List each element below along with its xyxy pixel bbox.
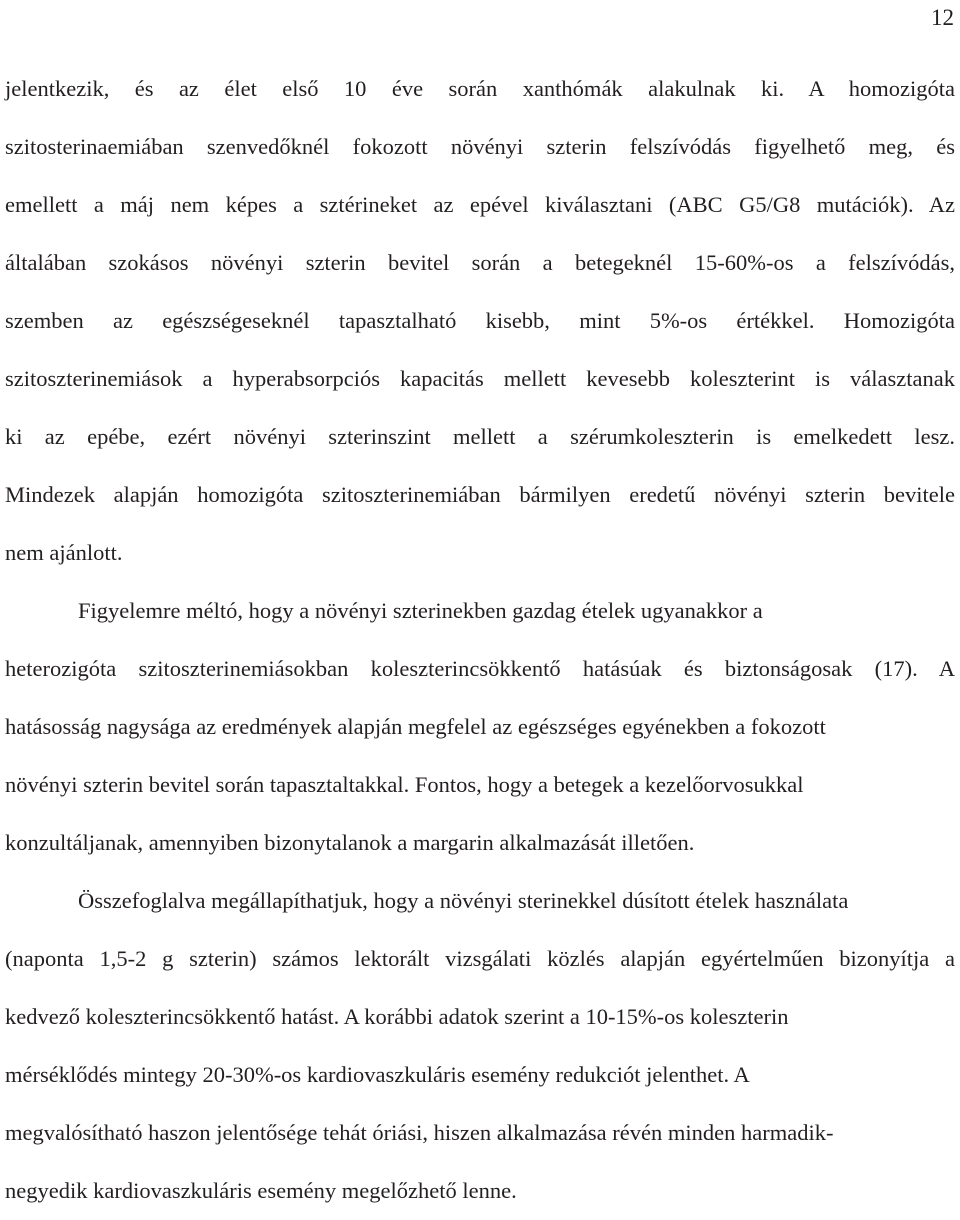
paragraph-1 xyxy=(5,60,955,582)
text-line: hatásosság nagysága az eredmények alapján megfelel az egészséges egyénekben a fokozott xyxy=(5,714,826,739)
text-line: konzultáljanak, amennyiben bizonytalanok a margarin alkalmazását illetően. xyxy=(5,830,695,855)
text-line: mérséklődés mintegy 20-30%-os kardiovaszkuláris esemény redukciót jelenthet. A xyxy=(5,1062,750,1087)
text-line: Összefoglalva megállapíthatjuk, hogy a növényi sterinekkel dúsított ételek használata xyxy=(78,888,849,913)
body-text xyxy=(5,60,955,1220)
paragraph-2 xyxy=(5,582,955,872)
text-line: negyedik kardiovaszkuláris esemény megelőzhető lenne. xyxy=(5,1178,517,1203)
text-line: jelentkezik, és az élet első 10 éve során xanthómák alakulnak ki. A homozigóta xyxy=(5,76,955,101)
text-line: növényi szterin bevitel során tapasztaltakkal. Fontos, hogy a betegek a kezelőorvosukkal xyxy=(5,772,804,797)
text-line: heterozigóta szitoszterinemiásokban koleszterincsökkentő hatásúak és biztonságosak (17). A xyxy=(5,656,955,681)
text-line: szemben az egészségeseknél tapasztalható kisebb, mint 5%-os értékkel. Homozigóta xyxy=(5,308,955,333)
text-line: megvalósítható haszon jelentősége tehát óriási, hiszen alkalmazása révén minden harmadik- xyxy=(5,1120,834,1145)
paragraph-3 xyxy=(5,872,955,1220)
text-line: nem ajánlott. xyxy=(5,540,123,565)
text-line: általában szokásos növényi szterin bevitel során a betegeknél 15-60%-os a felszívódás, xyxy=(5,250,955,275)
text-line: Mindezek alapján homozigóta szitoszterinemiában bármilyen eredetű növényi szterin bevitele xyxy=(5,482,955,507)
text-line: Figyelemre méltó, hogy a növényi szterinekben gazdag ételek ugyanakkor a xyxy=(78,598,763,623)
text-line: ki az epébe, ezért növényi szterinszint mellett a szérumkoleszterin is emelkedett lesz. xyxy=(5,424,955,449)
text-line: kedvező koleszterincsökkentő hatást. A korábbi adatok szerint a 10-15%-os koleszterin xyxy=(5,1004,789,1029)
text-line: (naponta 1,5-2 g szterin) számos lektorált vizsgálati közlés alapján egyértelműen bizonyítja a xyxy=(5,946,955,971)
text-line: szitoszterinemiások a hyperabsorpciós kapacitás mellett kevesebb koleszterint is választanak xyxy=(5,366,955,391)
text-line: emellett a máj nem képes a sztérineket az epével kiválasztani (ABC G5/G8 mutációk). Az xyxy=(5,192,955,217)
text-line: szitosterinaemiában szenvedőknél fokozott növényi szterin felszívódás figyelhető meg, és xyxy=(5,134,955,159)
page-number: 12 xyxy=(931,5,954,30)
